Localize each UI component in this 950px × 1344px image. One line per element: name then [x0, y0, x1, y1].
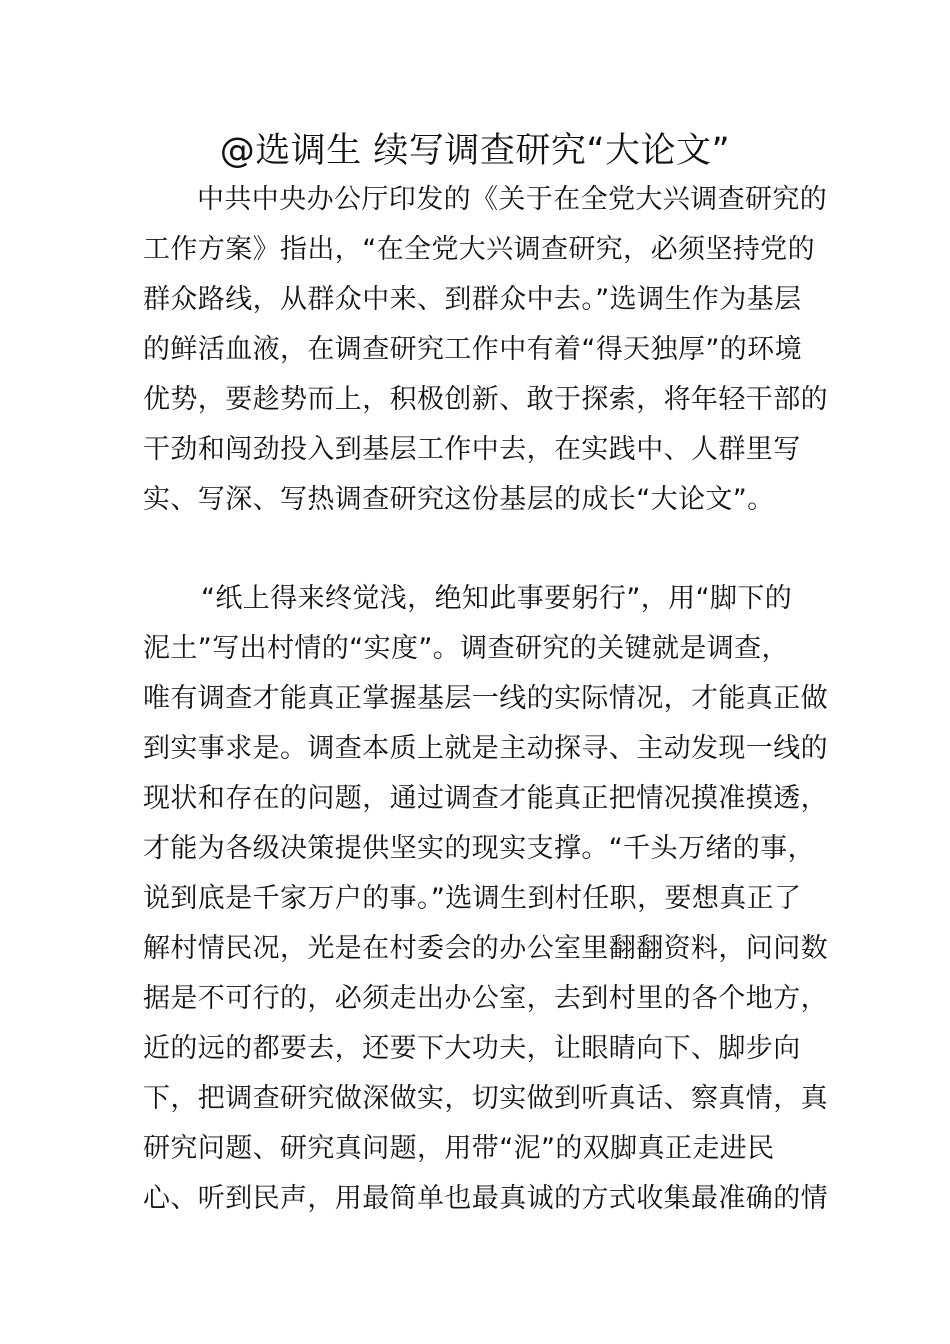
paragraph-2-line-1: “纸上得来终觉浅，绝知此事要躬行”，用“脚下的 [201, 583, 793, 614]
paragraph-2-line-11: 下，把调查研究做深做实，切实做到听真话、察真情，真 [143, 1083, 828, 1114]
paragraph-2-line-13: 心、听到民声，用最简单也最真诚的方式收集最准确的情 [143, 1183, 828, 1214]
paragraph-1-line-6: 干劲和闯劲投入到基层工作中去，在实践中、人群里写 [143, 434, 801, 465]
paragraph-2-line-9: 据是不可行的，必须走出办公室，去到村里的各个地方， [143, 983, 828, 1014]
paragraph-2-line-12: 研究问题、研究真问题，用带“泥”的双脚真正走进民 [143, 1133, 775, 1164]
paragraph-1-line-3: 群众路线，从群众中来、到群众中去。”选调生作为基层 [143, 284, 802, 315]
paragraph-2-line-7: 说到底是千家万户的事。”选调生到村任职，要想真正了 [143, 883, 802, 914]
document-title: @选调生 续写调查研究“大论文” [219, 131, 731, 171]
paragraph-2-line-6: 才能为各级决策提供坚实的现实支撑。“千头万绪的事， [143, 833, 815, 864]
paragraph-2-line-2: 泥土”写出村情的“实度”。调查研究的关键就是调查， [143, 633, 789, 664]
paragraph-1-line-4: 的鲜活血液，在调查研究工作中有着“得天独厚”的环境 [143, 334, 802, 365]
paragraph-1-line-2: 工作方案》指出，“在全党大兴调查研究，必须坚持党的 [143, 234, 815, 265]
paragraph-2-line-5: 现状和存在的问题，通过调查才能真正把情况摸准摸透， [143, 783, 828, 814]
paragraph-1-line-7: 实、写深、写热调查研究这份基层的成长“大论文”。 [143, 484, 775, 515]
paragraph-2-line-8: 解村情民况，光是在村委会的办公室里翻翻资料，问问数 [143, 933, 828, 964]
paragraph-2-line-3: 唯有调查才能真正掌握基层一线的实际情况，才能真正做 [143, 683, 828, 714]
paragraph-1-line-1: 中共中央办公厅印发的《关于在全党大兴调查研究的 [197, 184, 828, 215]
paragraph-2-line-4: 到实事求是。调查本质上就是主动探寻、主动发现一线的 [143, 733, 828, 764]
paragraph-2-line-10: 近的远的都要去，还要下大功夫，让眼睛向下、脚步向 [143, 1033, 801, 1064]
paragraph-1-line-5: 优势，要趁势而上，积极创新、敢于探索，将年轻干部的 [143, 384, 828, 415]
